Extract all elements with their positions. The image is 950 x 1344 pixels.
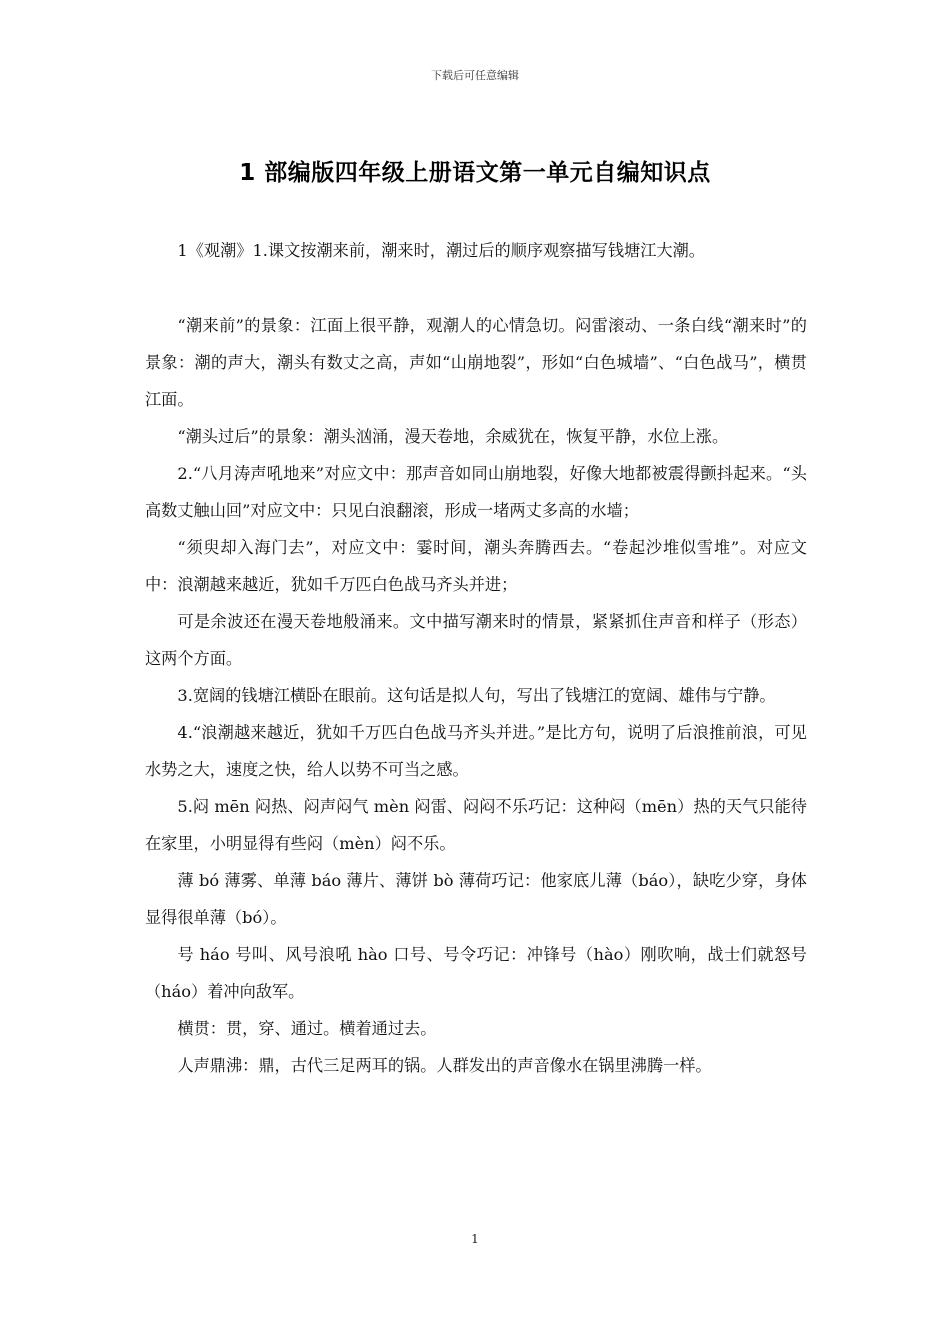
header-note: 下载后可任意编辑 [431,69,519,82]
paragraph-hengguan: 横贯：贯，穿、通过。横着通过去。 [177,1019,437,1038]
paragraph-point-5-bao: 薄 bó 薄雾、单薄 báo 薄片、薄饼 bò 薄荷巧记：他家底儿薄（báo），缺吃少穿，身体显得很单薄（bó）。 [145,871,807,927]
document-title: 1 部编版四年级上册语文第一单元自编知识点 [239,160,711,186]
document-body [145,232,807,1084]
page-number: 1 [471,1232,479,1246]
paragraph-point-2-cont: “须臾却入海门去”，对应文中：霎时间，潮头奔腾西去。“卷起沙堆似雪堆”。对应文中：浪潮越来越近，犹如千万匹白色战马齐头并进； [145,538,807,594]
paragraph-point-2-summary: 可是余波还在漫天卷地般涌来。文中描写潮来时的情景，紧紧抓住声音和样子（形态）这两个方面。 [145,612,807,668]
paragraph-point-3: 3.宽阔的钱塘江横卧在眼前。这句话是拟人句，写出了钱塘江的宽阔、雄伟与宁静。 [177,686,776,705]
paragraph-point-4: 4.“浪潮越来越近，犹如千万匹白色战马齐头并进。”是比方句，说明了后浪推前浪，可见水势之大，速度之快，给人以势不可当之感。 [145,723,807,779]
paragraph-point-5-men: 5.闷 mēn 闷热、闷声闷气 mèn 闷雷、闷闷不乐巧记：这种闷（mēn）热的天气只能待在家里，小明显得有些闷（mèn）闷不乐。 [145,797,807,853]
paragraph-after-tide: “潮头过后”的景象：潮头汹涌，漫天卷地，余威犹在，恢复平静，水位上涨。 [177,427,729,446]
paragraph-before-tide: “潮来前”的景象：江面上很平静，观潮人的心情急切。闷雷滚动、一条白线“潮来时”的景象：潮的声大，潮头有数丈之高，声如“山崩地裂”，形如“白色城墙”、“白色战马”，横贯江面。 [145,316,807,409]
paragraph-renshengdingfei: 人声鼎沸：鼎，古代三足两耳的锅。人群发出的声音像水在锅里沸腾一样。 [177,1056,712,1075]
paragraph-point-5-hao: 号 háo 号叫、风号浪吼 hào 口号、号令巧记：冲锋号（hào）刚吹响，战士们就怒号（háo）着冲向敌军。 [145,945,807,1001]
paragraph-point-2: 2.“八月涛声吼地来”对应文中：那声音如同山崩地裂，好像大地都被震得颤抖起来。“头高数丈触山回”对应文中：只见白浪翻滚，形成一堵两丈多高的水墙； [145,464,807,520]
paragraph-intro: 1《观潮》1.课文按潮来前，潮来时，潮过后的顺序观察描写钱塘江大潮。 [177,241,705,260]
